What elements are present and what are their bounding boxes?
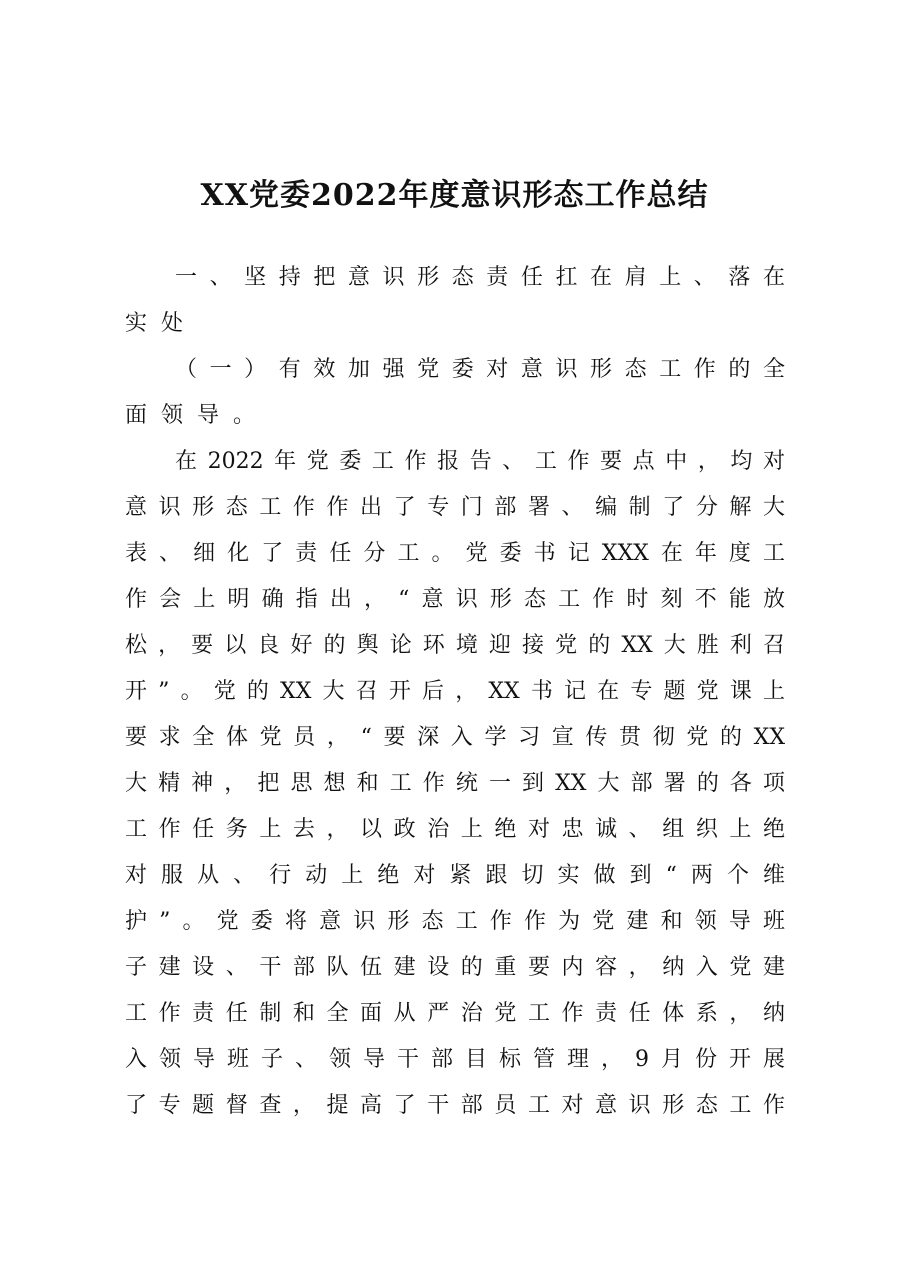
body-line: 作会上明确指出，“意识形态工作时刻不能放 <box>125 587 785 612</box>
document-body <box>125 255 785 1129</box>
body-line: 对服从、行动上绝对紧跟切实做到“两个维 <box>125 863 785 888</box>
body-line: 面领导。 <box>125 403 270 428</box>
body-line: （一）有效加强党委对意识形态工作的全 <box>175 357 785 382</box>
body-line: 开”。党的XX大召开后，XX书记在专题党课上 <box>125 679 785 704</box>
body-line: 松，要以良好的舆论环境迎接党的XX大胜利召 <box>125 633 785 658</box>
body-line: 一、坚持把意识形态责任扛在肩上、落在 <box>175 265 785 290</box>
body-line: 入领导班子、领导干部目标管理，9月份开展 <box>125 1047 785 1072</box>
body-line: 护”。党委将意识形态工作作为党建和领导班 <box>125 909 785 934</box>
body-line: 意识形态工作作出了专门部署、编制了分解大 <box>125 495 785 520</box>
body-line: 要求全体党员，“要深入学习宣传贯彻党的XX <box>125 725 785 750</box>
body-line: 工作任务上去，以政治上绝对忠诚、组织上绝 <box>125 817 785 842</box>
body-line: 实处 <box>125 311 198 336</box>
body-line: 子建设、干部队伍建设的重要内容，纳入党建 <box>125 955 785 980</box>
body-line: 大精神，把思想和工作统一到XX大部署的各项 <box>125 771 785 796</box>
body-line: 了专题督查，提高了干部员工对意识形态工作 <box>125 1093 785 1118</box>
body-line: 在2022年党委工作报告、工作要点中，均对 <box>175 449 785 474</box>
document-title: XX党委2022年度意识形态工作总结 <box>200 178 709 213</box>
body-line: 表、细化了责任分工。党委书记XXX在年度工 <box>125 541 785 566</box>
body-line: 工作责任制和全面从严治党工作责任体系，纳 <box>125 1001 785 1026</box>
